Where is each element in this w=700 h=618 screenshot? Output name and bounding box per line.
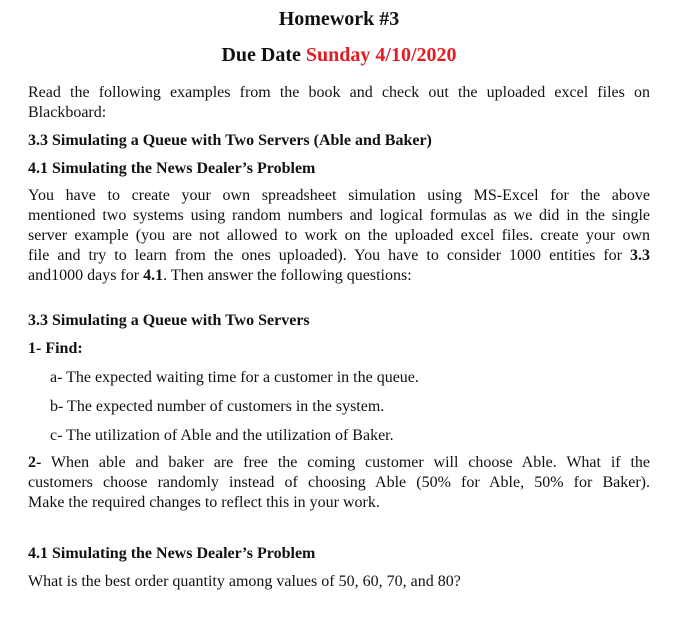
find-label: 1- Find:: [28, 340, 83, 357]
instructions-line-3: server example (you are not allowed to work on the uploaded excel files. create your own: [28, 227, 650, 244]
question-a: a- The expected waiting time for a customer in the queue.: [50, 369, 419, 386]
section-3-3-heading: 3.3 Simulating a Queue with Two Servers: [28, 312, 310, 329]
question-b: b- The expected number of customers in the system.: [50, 398, 385, 415]
section-4-1-question: What is the best order quantity among values of 50, 60, 70, and 80?: [28, 573, 461, 590]
due-date-line: [28, 44, 650, 67]
intro-paragraph: [28, 83, 650, 123]
ref-4-1: 4.1: [143, 267, 164, 284]
due-date-value: Sunday 4/10/2020: [305, 44, 457, 66]
question-2-line-1: 2- When able and baker are free the coming customer will choose Able. What if the: [28, 454, 650, 471]
heading-4-1-full: 4.1 Simulating the News Dealer’s Problem: [28, 160, 316, 177]
intro-line-1: Read the following examples from the book and check out the uploaded excel files on: [28, 84, 650, 101]
instructions-line-2: mentioned two systems using random numbers and logical formulas as we did in the single: [28, 207, 650, 224]
instructions-line-1: You have to create your own spreadsheet simulation using MS-Excel for the above: [28, 187, 650, 204]
heading-3-3-full: 3.3 Simulating a Queue with Two Servers (Able and Baker): [28, 132, 432, 149]
instructions-paragraph: [28, 186, 650, 286]
question-2-line-2: customers choose randomly instead of choosing Able (50% for Able, 50% for Baker).: [28, 474, 650, 491]
instructions-line-5: and1000 days for 4.1. Then answer the following questions:: [28, 267, 412, 284]
page-title: Homework #3: [278, 8, 400, 30]
section-4-1-heading: 4.1 Simulating the News Dealer’s Problem: [28, 545, 316, 562]
question-2-line-3: Make the required changes to reflect this in your work.: [28, 494, 380, 511]
intro-line-2: Blackboard:: [28, 104, 107, 121]
question-2-paragraph: [28, 453, 650, 513]
due-date-label: Due Date: [221, 44, 306, 66]
instructions-line-4: file and try to learn from the ones uploaded). You have to consider 1000 entities for 3.3: [28, 247, 650, 264]
question-c: c- The utilization of Able and the utilization of Baker.: [50, 427, 394, 444]
ref-3-3: 3.3: [630, 247, 650, 264]
question-2-number: 2-: [28, 454, 42, 471]
